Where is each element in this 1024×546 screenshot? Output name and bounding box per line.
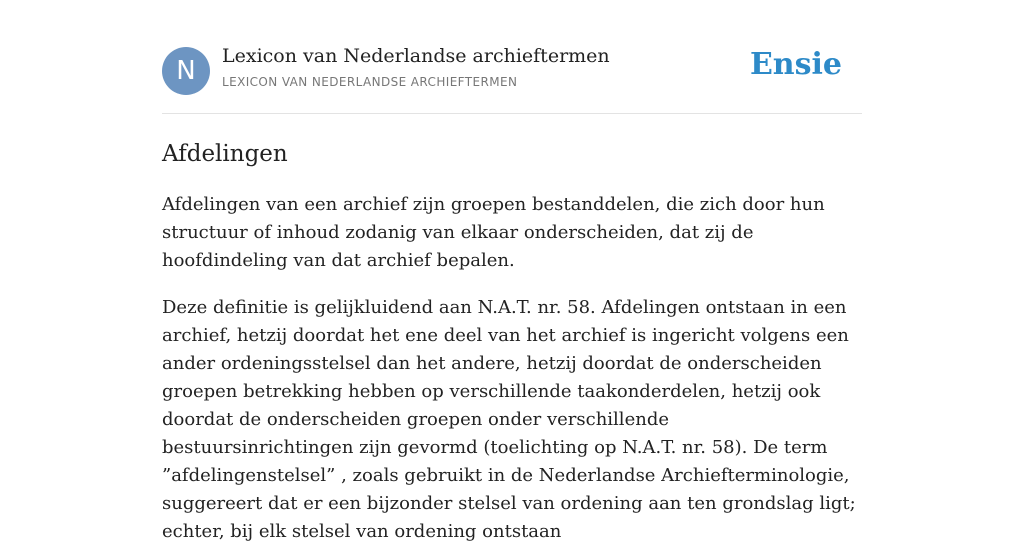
ensie-logo[interactable]: Ensie (749, 47, 842, 82)
article-title: Afdelingen (162, 141, 288, 167)
content-column (162, 0, 862, 546)
source-title[interactable]: Lexicon van Nederlandse archieftermen (222, 45, 610, 67)
source-avatar[interactable]: N (162, 47, 210, 95)
article-paragraph-2: Deze definitie is gelijkluidend aan N.A.T. nr. 58. Afdelingen ontstaan in een archief, hetzij doordat het ene deel van het archief is ingericht volgens een ander ordeningsstelsel dan het andere, hetzij doordat de onderscheiden groepen betrekking hebben op verschillende taakonderdelen, hetzij ook doordat de onderscheiden groepen onder verschillende bestuursinrichtingen zijn gevormd (toelichting op N.A.T. nr. 58). De term ”afdelingenstelsel” , zoals gebruikt in de Nederlandse Archiefterminologie, suggereert dat er een bijzonder stelsel van ordening aan ten grondslag ligt; echter, bij elk stelsel van ordening ontstaan (162, 297, 856, 542)
article-paragraph-1: Afdelingen van een archief zijn groepen bestanddelen, die zich door hun structuur of inhoud zodanig van elkaar onderscheiden, dat zij de hoofdindeling van dat archief bepalen. (162, 194, 825, 271)
source-subtitle: LEXICON VAN NEDERLANDSE ARCHIEFTERMEN (222, 75, 518, 89)
source-header (162, 0, 862, 114)
